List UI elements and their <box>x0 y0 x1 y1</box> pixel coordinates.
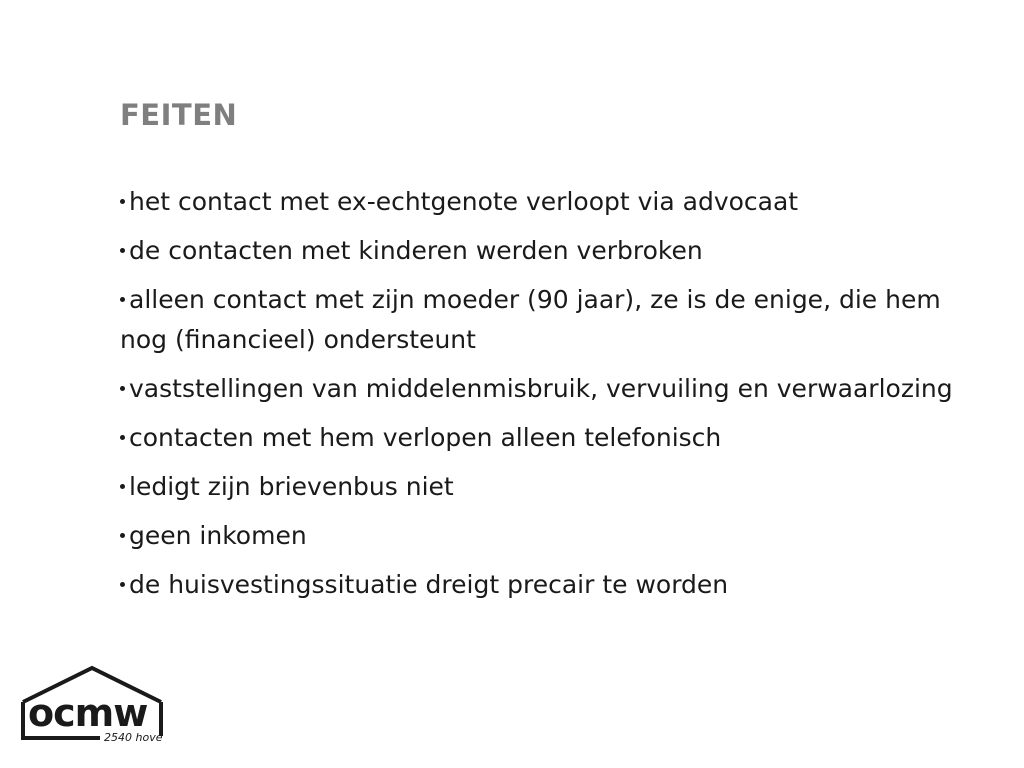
logo-wordmark: ocmw <box>28 691 148 735</box>
bullet-item <box>120 418 970 458</box>
ocmw-logo <box>20 664 170 746</box>
bullet-item <box>120 516 970 556</box>
bullet-item <box>120 467 970 507</box>
bullet-text: geen inkomen <box>129 521 307 550</box>
bullet-icon <box>120 248 125 253</box>
bullet-text: vaststellingen van middelenmisbruik, vervuiling en verwaarlozing <box>129 374 953 403</box>
bullet-item <box>120 565 970 605</box>
bullet-item <box>120 182 970 222</box>
slide-title: FEITEN <box>120 98 238 132</box>
bullet-icon <box>120 435 125 440</box>
bullet-item <box>120 231 970 271</box>
bullet-list <box>120 182 970 614</box>
bullet-icon <box>120 199 125 204</box>
bullet-icon <box>120 484 125 489</box>
bullet-text: de huisvestingssituatie dreigt precair te worden <box>129 570 729 599</box>
bullet-item <box>120 280 970 360</box>
bullet-icon <box>120 582 125 587</box>
logo-subtitle: 2540 hove <box>104 731 163 744</box>
bullet-icon <box>120 297 125 302</box>
bullet-text: alleen contact met zijn moeder (90 jaar), ze is de enige, die hem nog (financieel) ondersteunt <box>120 285 941 354</box>
bullet-text: ledigt zijn brievenbus niet <box>129 472 454 501</box>
bullet-text: de contacten met kinderen werden verbroken <box>129 236 703 265</box>
bullet-text: contacten met hem verlopen alleen telefonisch <box>129 423 722 452</box>
bullet-icon <box>120 533 125 538</box>
bullet-text: het contact met ex-echtgenote verloopt via advocaat <box>129 187 799 216</box>
bullet-item <box>120 369 970 409</box>
bullet-icon <box>120 386 125 391</box>
